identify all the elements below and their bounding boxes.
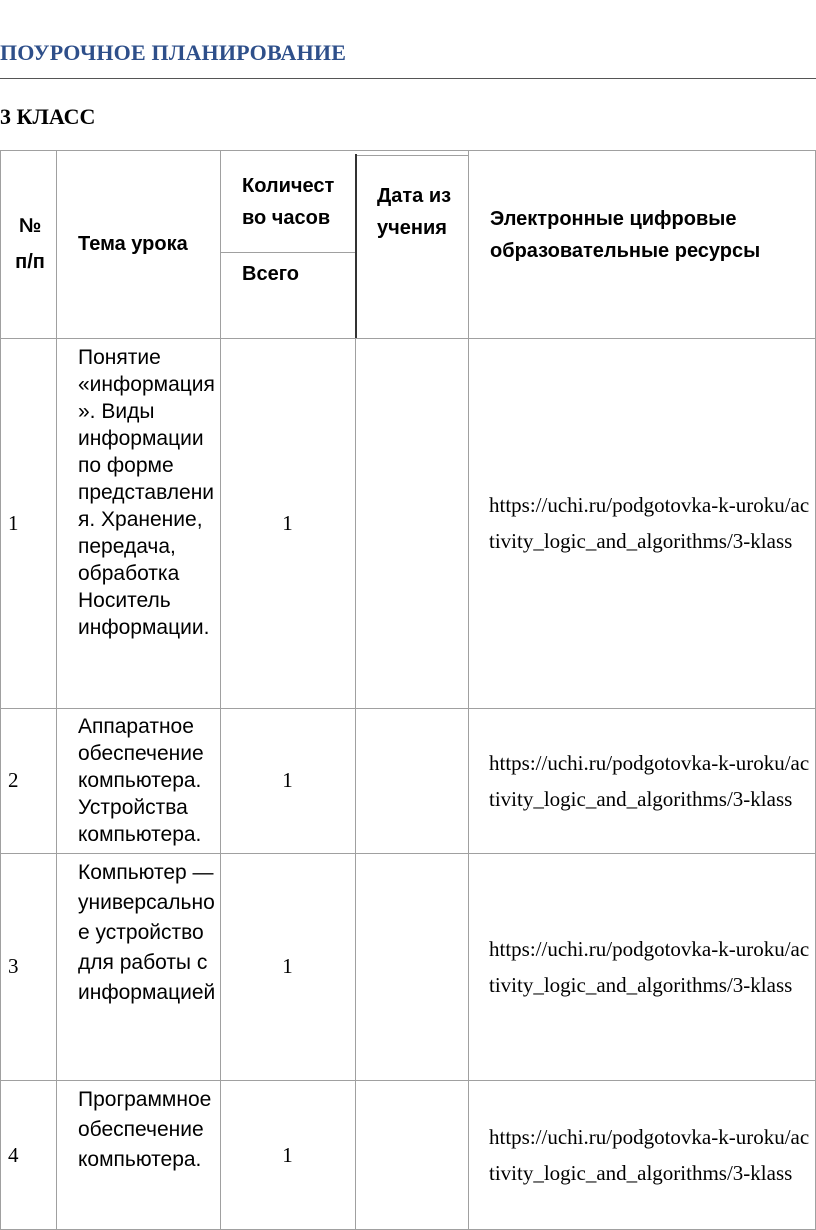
resource-link[interactable]: https://uchi.ru/podgotovka-k-uroku/activity_logic_and_algorithms/3-klass [489,493,810,553]
row-divider [357,155,468,156]
row-hours: 1 [282,768,293,792]
row-date[interactable] [356,853,468,1080]
resource-link[interactable]: https://uchi.ru/podgotovka-k-uroku/activity_logic_and_algorithms/3-klass [489,750,810,811]
header-date: Дата изучения [377,185,452,239]
header-topic: Тема урока [78,232,188,255]
header-number: № п/п [15,215,45,273]
header-total: Всего [242,262,299,285]
resource-link[interactable]: https://uchi.ru/podgotovka-k-uroku/activity_logic_and_algorithms/3-klass [489,1125,810,1185]
row-topic: Понятие «информация». Виды информации по форме представления. Хранение, передача, обработка Носитель информации. [78,346,215,639]
table-border-left [0,150,1,1230]
row-topic: Аппаратное обеспечение компьютера. Устройства компьютера. [78,715,204,846]
row-date[interactable] [356,338,468,708]
column-divider [56,150,57,1230]
title-divider [0,78,816,79]
header-hours: Количество часов [242,175,335,229]
row-number: 3 [8,954,19,978]
row-topic: Программное обеспечение компьютера. [78,1088,212,1171]
page-title: ПОУРОЧНОЕ ПЛАНИРОВАНИЕ [0,40,347,65]
column-divider [355,154,357,338]
row-number: 4 [8,1142,19,1167]
row-date[interactable] [356,1080,468,1230]
row-number: 1 [8,510,19,535]
row-date[interactable] [356,708,468,853]
row-hours: 1 [282,1142,293,1167]
resource-link[interactable]: https://uchi.ru/podgotovka-k-uroku/activity_logic_and_algorithms/3-klass [489,936,810,997]
row-hours: 1 [282,954,293,978]
row-hours: 1 [282,510,293,535]
class-heading: 3 КЛАСС [0,104,96,129]
row-number: 2 [8,768,19,792]
lesson-plan-table [0,150,816,1230]
row-topic: Компьютер — универсальное устройство для работы с информацией [78,861,216,1004]
header-resources: Электронные цифровые образовательные ресурсы [490,208,761,262]
